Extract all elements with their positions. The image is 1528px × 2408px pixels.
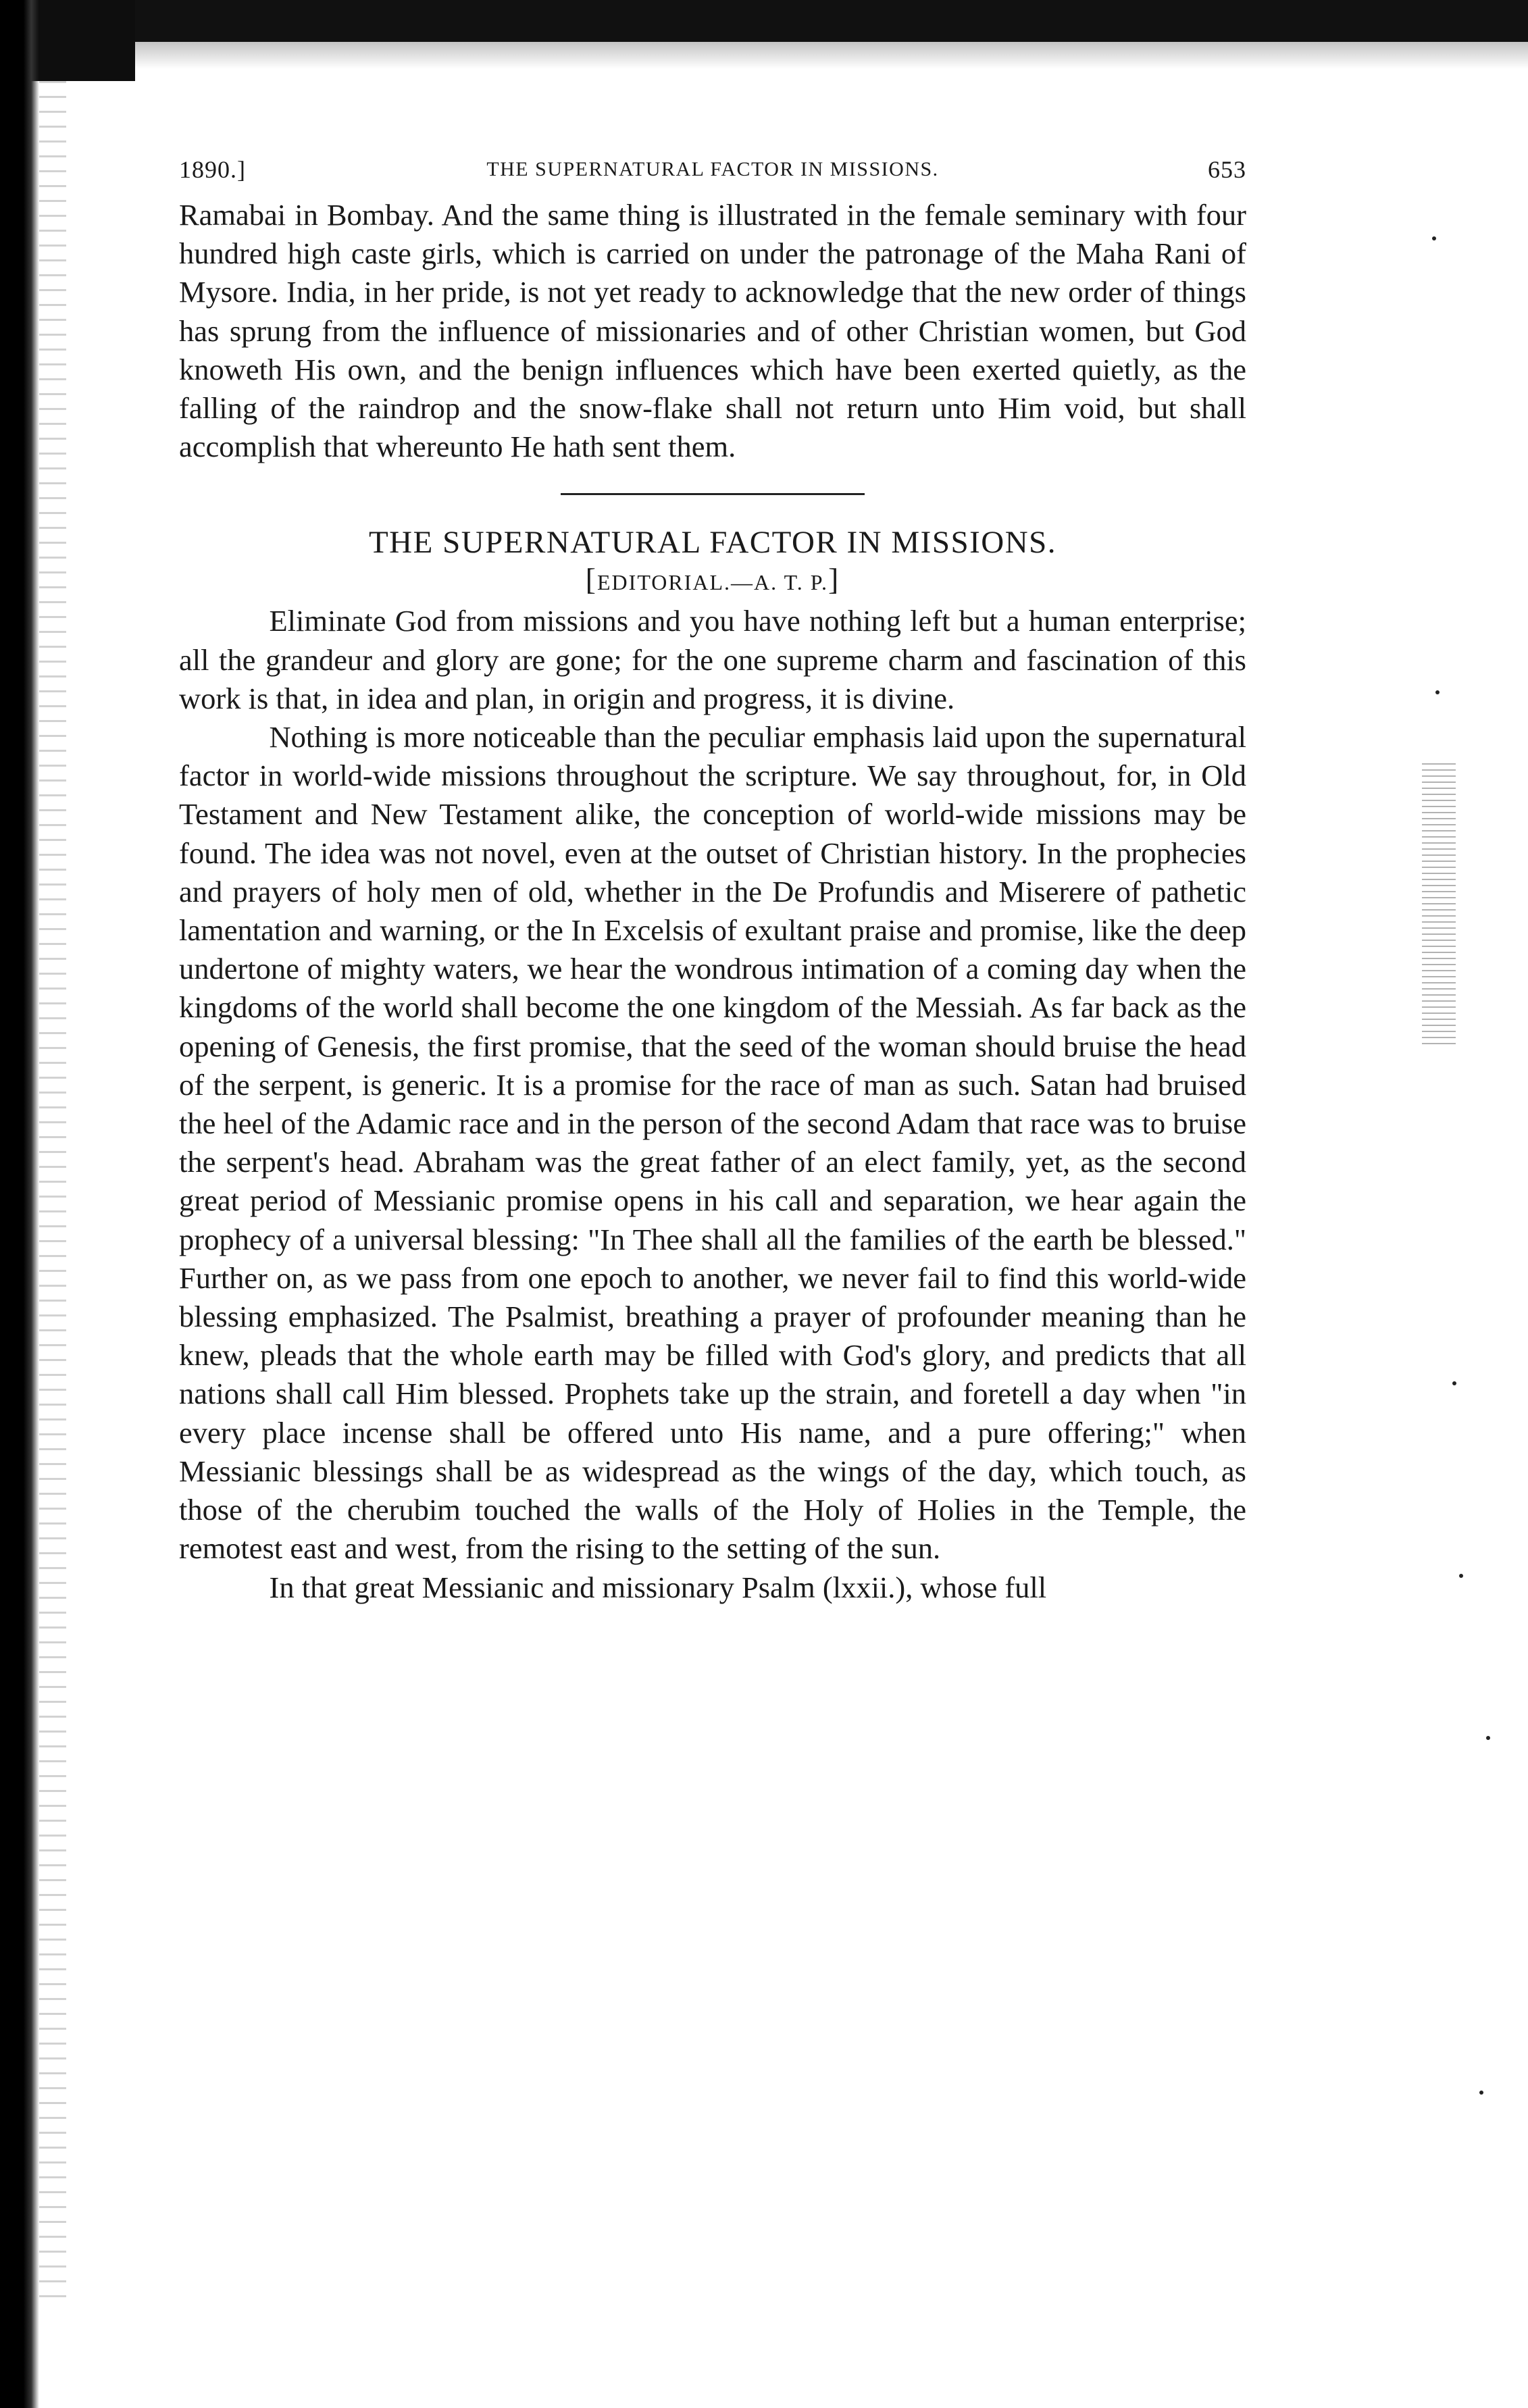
byline-close-bracket: ] — [828, 562, 840, 597]
scan-edge-speckle — [39, 81, 66, 2310]
scan-speck — [1432, 236, 1436, 240]
book-page — [179, 155, 1246, 1607]
scan-speck — [1459, 1574, 1463, 1578]
header-page-number: 653 — [1208, 156, 1246, 183]
scan-speck — [1486, 1736, 1490, 1740]
header-running-title: THE SUPERNATURAL FACTOR IN MISSIONS. — [486, 158, 939, 180]
scan-speck — [1435, 690, 1440, 694]
article-paragraph: Nothing is more noticeable than the peculiar emphasis laid upon the supernatural factor in world-wide missions throughout the scripture. We say throughout, for, in Old Testament and New Testament alike, the conception of world-wide missions may be found. The idea was not novel, even at the outset of Christian history. In the prophecies and prayers of holy men of old, whether in the De Profundis and Miserere of pathetic lamentation and warning, or the In Excelsis of exultant praise and promise, like the deep undertone of mighty waters, we hear the wondrous intimation of a coming day when the kingdoms of the world shall become the one kingdom of the Messiah. As far back as the opening of Genesis, the first promise, that the seed of the woman should bruise the head of the serpent, is generic. It is a promise for the race of man as such. Satan had bruised the heel of the Adamic race and in the person of the second Adam that race was to bruise the serpent's head. Abraham was the great father of an elect family, yet, as the second great period of Messianic promise opens in his call and separation, we hear again the prophecy of a universal blessing: "In Thee shall all the families of the earth be blessed." Further on, as we pass from one epoch to another, we never fail to find this world-wide blessing emphasized. The Psalmist, breathing a prayer of profounder meaning than he knew, pleads that the whole earth may be filled with God's glory, and predicts that all nations shall call Him blessed. Prophets take up the strain, and foretell a day when "in every place incense shall be offered unto His name, and a pure offering;" when Messianic blessings shall be as widespread as the wings of the day, which touch, as those of the cherubim touched the walls of the Holy of Holies in the Temple, the remotest east and west, from the rising to the setting of the sun. — [179, 720, 1246, 1566]
scan-top-shadow — [0, 42, 1528, 69]
header-year: 1890.] — [179, 156, 246, 183]
previous-article-closing-paragraph: Ramabai in Bombay. And the same thing is illustrated in the female seminary with four hundred high caste girls, which is carried on under the patronage of the Maha Rani of Mysore. India, in her pride, is not yet ready to acknowledge that the new order of things has sprung from the influence of missionaries and of other Christian women, but God knoweth His own, and the benign influences which have been exerted quietly, as the falling of the raindrop and the snow-flake shall not return unto Him void, but shall accomplish that whereunto He hath sent them. — [179, 198, 1246, 464]
section-divider — [561, 493, 865, 495]
article-paragraph: In that great Messianic and missionary Psalm (lxxii.), whose full — [269, 1570, 1047, 1604]
article-title: THE SUPERNATURAL FACTOR IN MISSIONS. — [368, 525, 1057, 561]
scan-binding-edge — [0, 0, 39, 2408]
running-head — [179, 155, 1246, 196]
scan-margin-speckle — [1422, 763, 1456, 1047]
scan-speck — [1452, 1381, 1456, 1385]
byline-open-bracket: [ — [585, 562, 597, 597]
article-paragraph: Eliminate God from missions and you have nothing left but a human enterprise; all the grandeur and glory are gone; for the one supreme charm and fascination of this work is that, in idea and plan, in origin and progress, it is divine. — [179, 604, 1246, 715]
byline-text: EDITORIAL.—A. T. P. — [597, 570, 828, 595]
article-byline — [179, 564, 1246, 598]
scan-speck — [1479, 2091, 1483, 2095]
scan-top-border — [0, 0, 1528, 42]
